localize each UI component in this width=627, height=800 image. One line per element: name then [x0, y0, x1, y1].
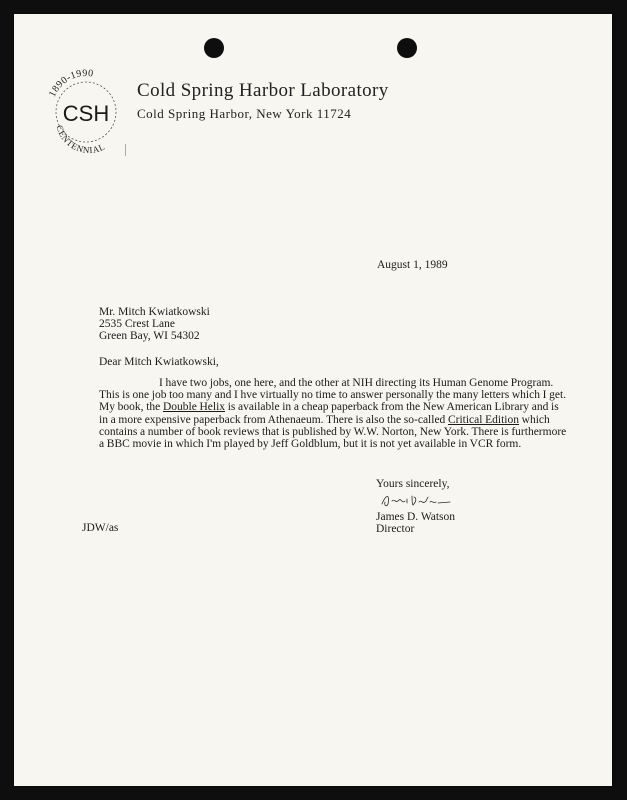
organization-name: Cold Spring Harbor Laboratory — [137, 80, 389, 101]
logo-initials: CSH — [62, 101, 110, 126]
letter-date: August 1, 1989 — [377, 259, 448, 271]
book-title-double-helix: Double Helix — [162, 401, 226, 414]
letterhead-mark — [125, 144, 126, 156]
recipient-city: Green Bay, WI 54302 — [99, 330, 200, 343]
body-text-part-1: I have two jobs, one here, and the other at NIH directing its Human Genome Program. This is one job too many and I hve virtually no time to answer personally the many letters which I get. My book, the — [99, 377, 567, 414]
salutation: Dear Mitch Kwiatkowski, — [99, 356, 219, 368]
punch-hole-right — [397, 38, 417, 58]
letter-page — [14, 14, 612, 786]
recipient-street: 2535 Crest Lane — [99, 318, 176, 331]
body-text-part-3: which contains a number of book reviews that is published by W.W. Norton, New York. There is furthermore a BBC movie in which I'm played by Jeff Goldblum, but it is not yet available in VCR form. — [99, 413, 567, 451]
signer-title: Director — [376, 523, 415, 536]
signer-name: James D. Watson — [376, 511, 456, 523]
logo-years-text: 1890-1990 — [47, 67, 95, 99]
recipient-name: Mr. Mitch Kwiatkowski — [99, 306, 210, 318]
organization-address: Cold Spring Harbor, New York 11724 — [137, 106, 352, 121]
csh-centennial-logo — [36, 60, 136, 160]
body-text-part-2: is available in a cheap paperback from the New American Library and is in a more expensive paperback from Athenaeum. There is also the so-called — [99, 401, 559, 426]
signer-block — [376, 511, 455, 535]
letter-body — [99, 377, 569, 450]
closing: Yours sincerely, — [376, 478, 450, 490]
handwritten-signature — [376, 490, 456, 510]
book-title-critical-edition: Critical Edition — [447, 413, 519, 426]
recipient-address-block — [99, 306, 210, 343]
logo-centennial-text: CENTENNIAL — [54, 124, 107, 156]
reference-initials: JDW/as — [82, 522, 119, 534]
punch-hole-left — [204, 38, 224, 58]
